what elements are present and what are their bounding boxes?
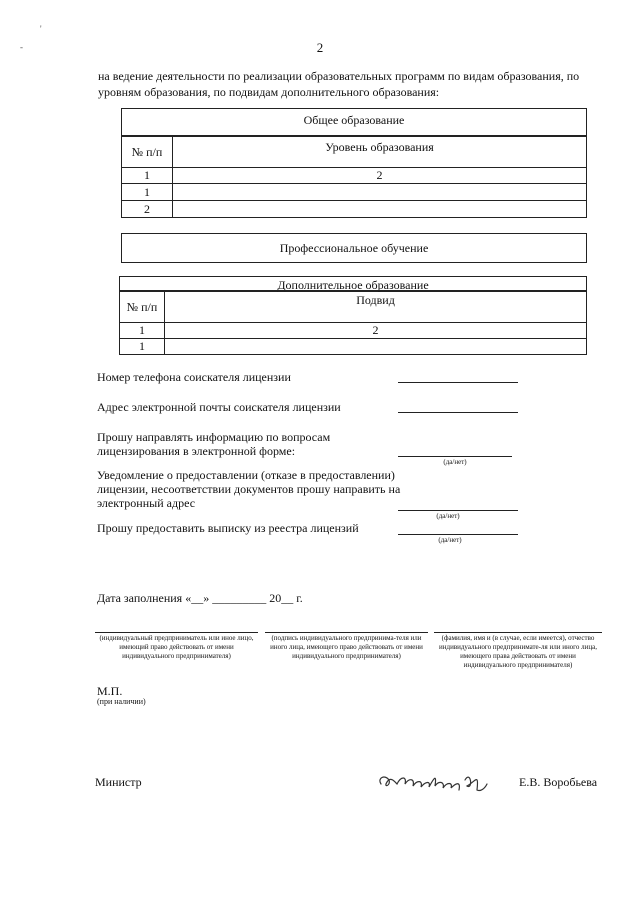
extract-field[interactable] <box>398 534 518 535</box>
table-cell <box>165 339 587 355</box>
general-education-title: Общее образование <box>121 108 587 137</box>
table-cell: 2 <box>173 168 587 184</box>
scan-mark: ' <box>40 24 42 34</box>
table-cell: 1 <box>120 323 165 339</box>
stamp-label: М.П. <box>97 684 123 698</box>
table-row-number: 1 <box>120 339 165 355</box>
extract-label: Прошу предоставить выписку из реестра лицензий <box>97 521 359 535</box>
notification-hint: (да/нет) <box>436 512 460 520</box>
column-header-number: № п/п <box>122 136 173 168</box>
date-line: Дата заполнения «__» _________ 20__ г. <box>97 591 303 605</box>
signature-caption: (подпись индивидуального предпринима-теля или иного лица, имеющего право действовать от имени индивидуального предпринимателя) <box>270 634 423 660</box>
electronic-info-label: Прошу направлять информацию по вопросам лицензирования в электронной форме: <box>97 430 331 458</box>
intro-text: на ведение деятельности по реализации образовательных программ по видам образования, по уровням образования, по подвидам дополнительного образования: <box>98 69 580 99</box>
table-cell: 1 <box>122 168 173 184</box>
table-cell <box>173 184 587 201</box>
stamp-hint: (при наличии) <box>97 697 146 706</box>
table-row-number: 1 <box>122 184 173 201</box>
scan-mark: - <box>20 42 23 52</box>
electronic-info-field[interactable] <box>398 456 512 457</box>
minister-title: Министр <box>95 775 142 789</box>
column-header-subtype: Подвид <box>165 291 587 323</box>
signature-line[interactable] <box>265 632 428 633</box>
column-header-level: Уровень образования <box>173 136 587 168</box>
professional-training-title: Профессиональное обучение <box>121 233 587 263</box>
table-cell: 2 <box>165 323 587 339</box>
minister-name: Е.В. Воробьева <box>519 775 598 789</box>
general-education-table <box>121 135 587 218</box>
phone-field[interactable] <box>398 382 518 383</box>
additional-education-table <box>119 290 587 355</box>
notification-field[interactable] <box>398 510 518 511</box>
electronic-info-hint: (да/нет) <box>443 458 467 466</box>
email-label: Адрес электронной почты соискателя лицензии <box>97 400 341 414</box>
signature-icon <box>375 760 493 800</box>
additional-education-title: Дополнительное образование <box>119 276 587 292</box>
column-header-number: № п/п <box>120 291 165 323</box>
email-field[interactable] <box>398 412 518 413</box>
phone-label: Номер телефона соискателя лицензии <box>97 370 291 384</box>
entrepreneur-line[interactable] <box>95 632 258 633</box>
table-cell <box>173 201 587 218</box>
name-line[interactable] <box>434 632 602 633</box>
extract-hint: (да/нет) <box>438 536 462 544</box>
name-caption: (фамилия, имя и (в случае, если имеется), отчество индивидуального предпринимате-ля или иного лица, имеющего права действовать от имени индивидуального предпринимателя) <box>439 634 597 669</box>
page-number: 2 <box>316 40 324 55</box>
notification-label: Уведомление о предоставлении (отказе в предоставлении) лицензии, несоответствии документов прошу направить на электронный адрес <box>97 468 401 510</box>
table-row-number: 2 <box>122 201 173 218</box>
entrepreneur-caption: (индивидуальный предприниматель или иное лицо, имеющий право действовать от имени индивидуального предпринимателя) <box>99 634 254 660</box>
